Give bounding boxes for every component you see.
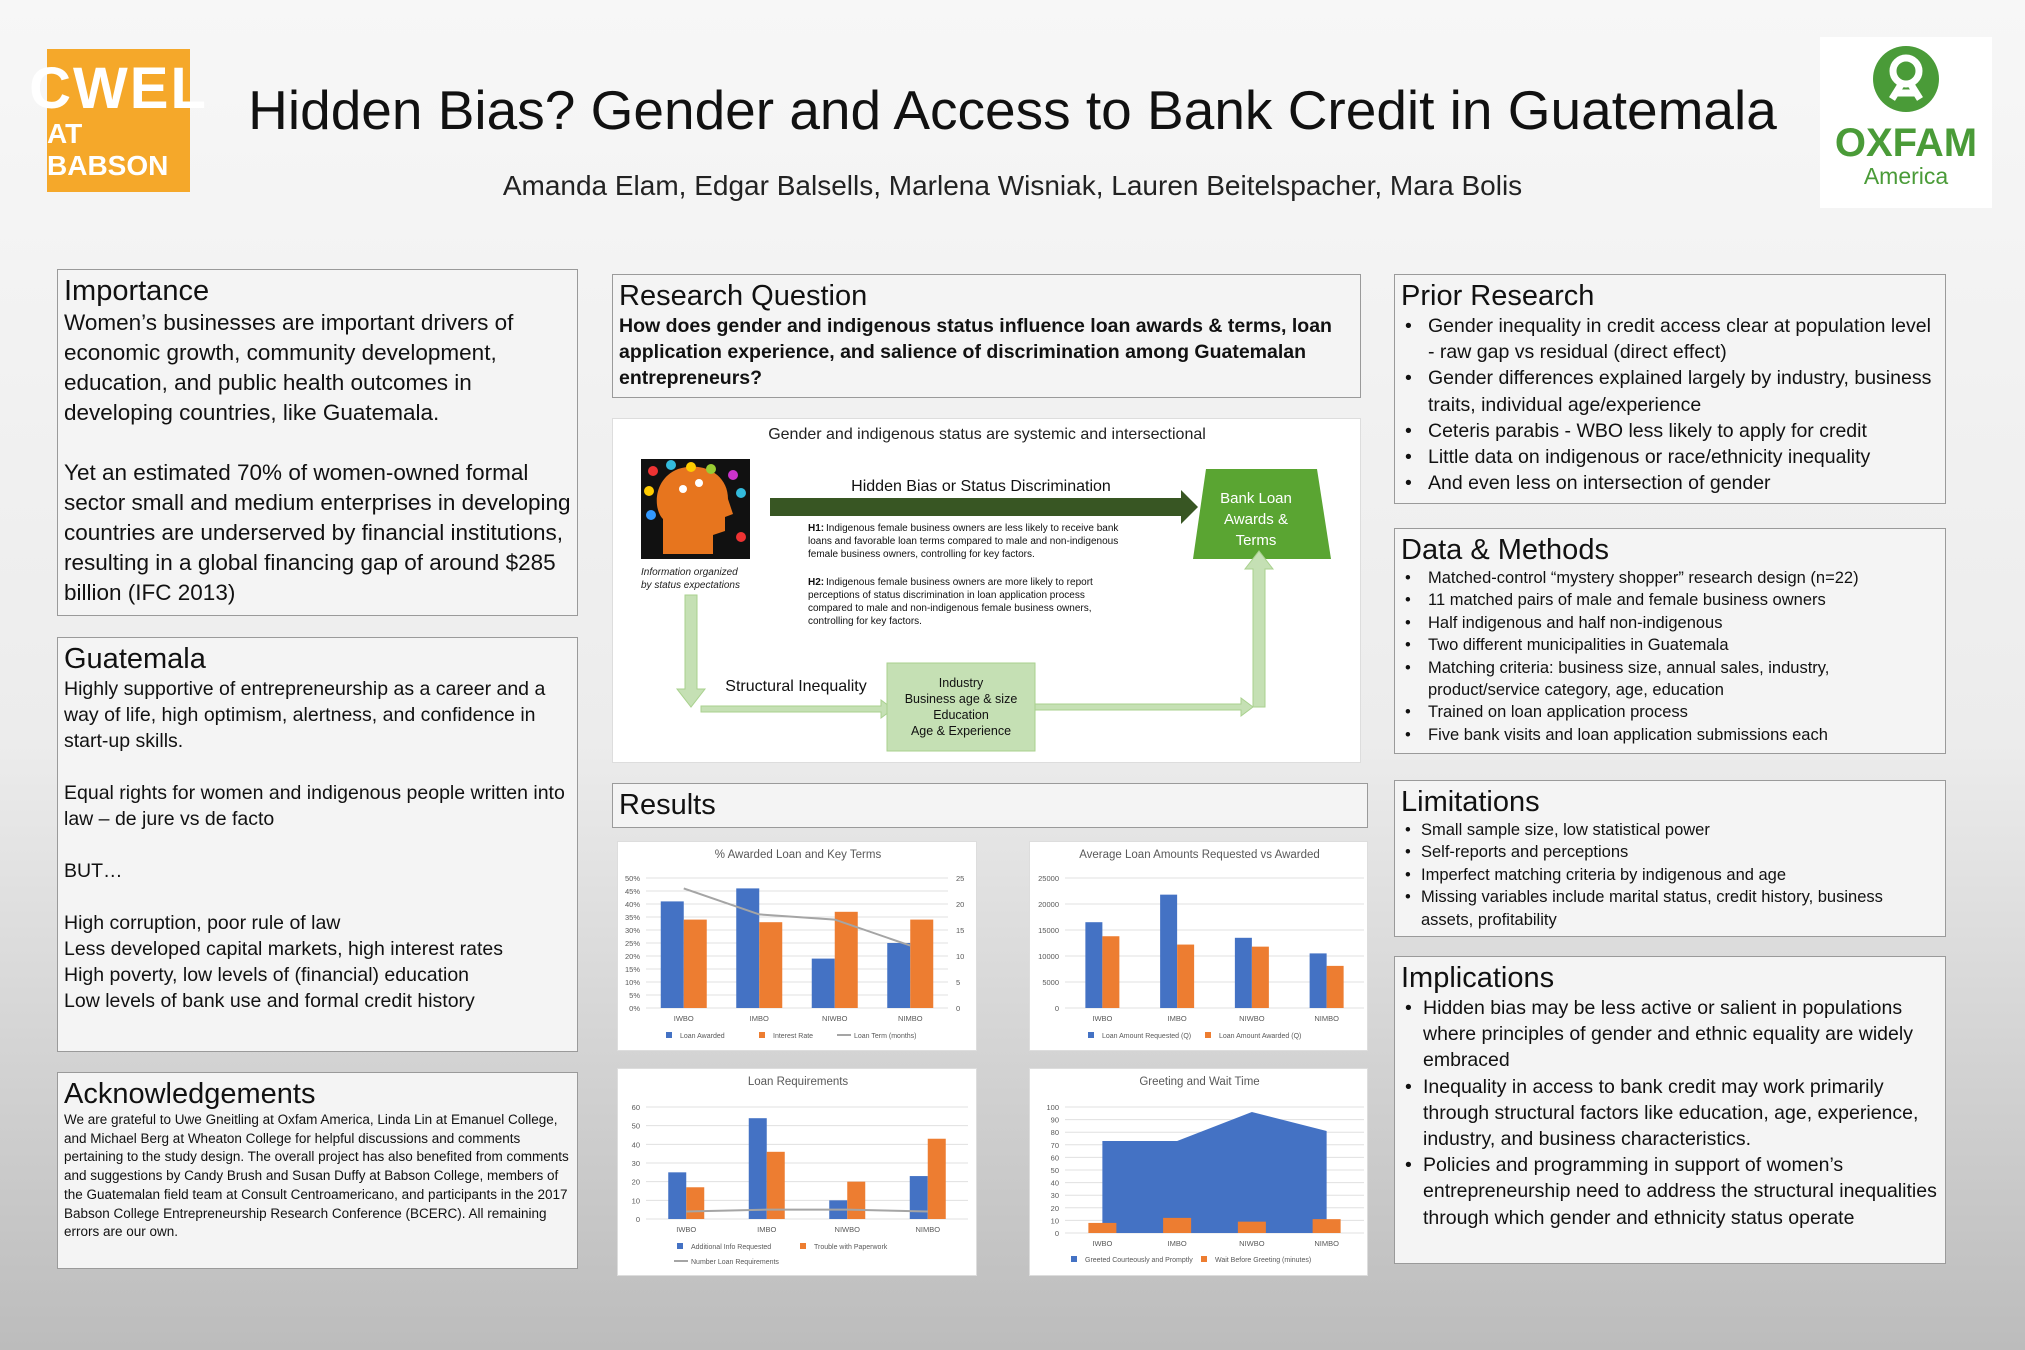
legend-label: Interest Rate <box>773 1033 814 1040</box>
legend-swatch <box>666 1032 672 1038</box>
poster-authors: Amanda Elam, Edgar Balsells, Marlena Wisniak, Lauren Beitelspacher, Mara Bolis <box>502 170 1523 201</box>
y-tick-label: 0 <box>1054 1004 1059 1013</box>
y-tick-label: 30% <box>624 926 640 935</box>
guatemala-text-2: Equal rights for women and indigenous people written into law – de jure vs de facto <box>64 782 565 830</box>
list-item: • Two different municipalities in Guatemala <box>1401 634 1939 656</box>
list-item: • Trained on loan application process <box>1401 701 1939 723</box>
guatemala-line: High corruption, poor rule of law <box>64 912 341 934</box>
x-tick-label: NIWBO <box>1239 1014 1265 1023</box>
list-item: • And even less on intersection of gender <box>1401 470 1939 496</box>
factors-box-line: Industry <box>938 676 984 690</box>
x-tick-label: NIWBO <box>1239 1239 1265 1248</box>
cwel-logo-text: CWEL <box>29 55 208 121</box>
list-item: • 11 matched pairs of male and female business owners <box>1401 589 1939 611</box>
data-methods-panel <box>1394 528 1946 754</box>
limitations-heading: Limitations <box>1401 786 1540 818</box>
oxfam-logo-text: OXFAM <box>1834 121 1978 165</box>
bar <box>1310 953 1327 1008</box>
y-tick-label: 70 <box>1050 1140 1059 1150</box>
y-tick-label: 15000 <box>1038 926 1059 935</box>
limitations-panel <box>1394 780 1946 937</box>
guatemala-panel <box>57 637 578 1052</box>
y-tick-label: 5% <box>629 991 640 1000</box>
legend-label: Loan Awarded <box>680 1033 725 1040</box>
list-item: • Gender differences explained largely by industry, business traits, individual age/experience <box>1401 365 1939 417</box>
list-item: • Small sample size, low statistical power <box>1401 819 1939 841</box>
up-arrow <box>1245 551 1273 707</box>
poster-title: Hidden Bias? Gender and Access to Bank Credit in Guatemala <box>248 79 1777 141</box>
y-tick-label: 20 <box>631 1177 640 1187</box>
y-tick-label: 90 <box>1050 1115 1059 1125</box>
guatemala-line: Low levels of bank use and formal credit history <box>64 990 475 1012</box>
list-item: • Matched-control “mystery shopper” research design (n=22) <box>1401 567 1939 589</box>
bar <box>686 1187 704 1219</box>
x-tick-label: NIMBO <box>915 1225 941 1234</box>
list-item: • Half indigenous and half non-indigenous <box>1401 612 1939 634</box>
y-tick-label: 10% <box>624 978 640 987</box>
chart-loan-requirements-svg <box>618 1069 978 1277</box>
chart-title: % Awarded Loan and Key Terms <box>714 849 882 861</box>
factors-box-line: Education <box>933 708 989 722</box>
bar <box>1313 1219 1341 1233</box>
legend-swatch <box>1201 1256 1207 1262</box>
y-tick-label: 5000 <box>1042 978 1059 987</box>
y2-tick-label: 5 <box>956 978 961 987</box>
y-tick-label: 35% <box>624 913 640 922</box>
list-item: • Inequality in access to bank credit may work primarily through structural factors like education, age, experience, industry, and business characteristics. <box>1401 1074 1939 1153</box>
h1-text: H1: Indigenous female business owners are less likely to receive bank loans and favorable loan terms compared to male and non-indigenous female business owners, controlling for key factors. <box>808 523 1119 560</box>
bank-box-line: Terms <box>1235 532 1277 549</box>
y-tick-label: 10 <box>631 1196 640 1206</box>
bar <box>684 920 707 1008</box>
oxfam-logo <box>1820 37 1992 208</box>
h2-text: H2: Indigenous female business owners are more likely to report perceptions of status discrimination in loan application process compared to male and non-indigenous female business owners, controlling for key factors. <box>808 577 1093 627</box>
guatemala-text-3: BUT… <box>64 860 123 882</box>
bar <box>1085 922 1102 1008</box>
bar <box>749 1118 767 1219</box>
x-tick-label: IWBO <box>1092 1239 1113 1248</box>
list-item: • Little data on indigenous or race/ethnicity inequality <box>1401 444 1939 470</box>
x-tick-label: IMBO <box>749 1014 769 1023</box>
bar <box>910 920 933 1008</box>
x-tick-label: NIWBO <box>822 1014 848 1023</box>
prior-research-heading: Prior Research <box>1401 280 1595 312</box>
y-tick-label: 15% <box>624 965 640 974</box>
importance-heading: Importance <box>64 275 210 307</box>
legend-label: Greeted Courteously and Promptly <box>1085 1257 1193 1264</box>
guatemala-line: Less developed capital markets, high interest rates <box>64 938 503 960</box>
bar <box>1177 945 1194 1008</box>
y-tick-label: 40 <box>631 1140 640 1150</box>
x-tick-label: NIMBO <box>1314 1239 1339 1248</box>
cwel-logo-subtext: AT BABSON <box>47 117 169 181</box>
bar <box>1235 938 1252 1008</box>
y-tick-label: 60 <box>631 1103 640 1112</box>
x-tick-label: NIMBO <box>897 1014 923 1023</box>
list-item: • Self-reports and perceptions <box>1401 841 1939 863</box>
bar <box>1163 1218 1191 1233</box>
y-tick-label: 0 <box>1054 1229 1059 1238</box>
acknowledgements-heading: Acknowledgements <box>64 1078 316 1110</box>
x-tick-label: IWBO <box>673 1014 694 1023</box>
y-tick-label: 20 <box>1050 1203 1059 1213</box>
results-panel <box>612 783 1368 828</box>
y2-tick-label: 10 <box>956 952 965 961</box>
list-item: • Missing variables include marital status, credit history, business assets, profitability <box>1401 886 1939 931</box>
acknowledgements-text: We are grateful to Uwe Gneitling at Oxfam America, Linda Lin at Emanuel College, and Michael Berg at Wheaton College for helpful discussions and comments pertaining to the study design. The overall project has also benefited from comments and suggestions by Candy Brush and Susan Duffy at Babson College, members of the Guatemalan field team at Consult Centroamericano, and participants in the 2017 Babson College Entrepreneurship Research Conference (BCERC). All remaining errors are our own. <box>64 1112 569 1240</box>
y-tick-label: 30 <box>631 1159 640 1168</box>
structural-label: Structural Inequality <box>725 678 867 695</box>
chart-loan-amounts <box>1029 841 1368 1051</box>
diagram-caption-2: by status expectations <box>641 580 740 591</box>
research-question-text: How does gender and indigenous status influence loan awards & terms, loan application experience, and salience of discrimination among Guatemalan entrepreneurs? <box>619 315 1332 389</box>
prior-research-panel <box>1394 274 1946 504</box>
data-methods-heading: Data & Methods <box>1401 534 1609 566</box>
bar <box>661 901 684 1008</box>
factors-box-line: Age & Experience <box>910 724 1012 738</box>
y2-tick-label: 20 <box>956 900 965 909</box>
guatemala-text-1: Highly supportive of entrepreneurship as a career and a way of life, high optimism, alertness, and confidence in start-up skills. <box>64 678 546 752</box>
legend-label: Additional Info Requested <box>691 1244 772 1251</box>
y-tick-label: 20% <box>624 952 640 961</box>
implications-heading: Implications <box>1401 962 1555 994</box>
chart-loan-amounts-svg <box>1030 842 1369 1052</box>
chart-awarded-loan-svg <box>618 842 978 1052</box>
factors-box-line: Business age & size <box>904 692 1018 706</box>
y-tick-label: 50 <box>631 1121 640 1131</box>
line-series <box>686 1210 928 1212</box>
results-heading: Results <box>619 789 716 821</box>
chart-title: Greeting and Wait Time <box>1139 1076 1260 1088</box>
y-tick-label: 45% <box>624 887 640 896</box>
y-tick-label: 50 <box>1050 1166 1059 1175</box>
bar <box>1327 966 1344 1008</box>
guatemala-line: High poverty, low levels of (financial) education <box>64 964 470 986</box>
area-series <box>1102 1112 1326 1233</box>
list-item: • Imperfect matching criteria by indigenous and age <box>1401 864 1939 886</box>
bar <box>1238 1222 1266 1233</box>
legend-label: Loan Amount Requested (Q) <box>1102 1033 1192 1040</box>
x-tick-label: NIWBO <box>834 1225 860 1234</box>
bar <box>928 1139 946 1219</box>
y-tick-label: 25% <box>624 939 640 948</box>
chart-greeting-wait <box>1029 1068 1368 1276</box>
list-item: • Hidden bias may be less active or salient in populations where principles of gender and ethnic equality are widely embraced <box>1401 995 1939 1074</box>
x-tick-label: IMBO <box>1167 1239 1187 1248</box>
bar <box>1102 936 1119 1008</box>
bank-box-line: Bank Loan <box>1220 490 1292 507</box>
legend-label: Loan Term (months) <box>854 1033 917 1040</box>
bar <box>887 943 910 1008</box>
bar <box>668 1172 686 1219</box>
bar <box>847 1182 865 1219</box>
research-question-heading: Research Question <box>619 280 868 312</box>
legend-label: Wait Before Greeting (minutes) <box>1215 1257 1312 1264</box>
list-item: • Ceteris parabis - WBO less likely to apply for credit <box>1401 418 1939 444</box>
legend-swatch <box>759 1032 765 1038</box>
bar <box>910 1176 928 1219</box>
bar <box>812 959 835 1008</box>
importance-text-1: Women’s businesses are important drivers of economic growth, community development, education, and public health outcomes in developing countries, like Guatemala. <box>64 310 514 425</box>
x-tick-label: IMBO <box>757 1225 777 1234</box>
hidden-bias-arrow <box>770 490 1198 524</box>
list-item: • Five bank visits and loan application submissions each <box>1401 724 1939 746</box>
y-tick-label: 10000 <box>1038 952 1059 961</box>
x-tick-label: IWBO <box>676 1225 697 1234</box>
bar <box>1252 947 1269 1008</box>
implications-panel <box>1394 956 1946 1264</box>
oxfam-emblem-icon <box>1866 37 1946 117</box>
chart-greeting-wait-svg <box>1030 1069 1369 1277</box>
y-tick-label: 0% <box>629 1004 640 1013</box>
y2-tick-label: 25 <box>956 874 965 883</box>
cwel-logo <box>29 49 208 192</box>
legend-swatch <box>1071 1256 1077 1262</box>
legend-swatch <box>1088 1032 1094 1038</box>
chart-title: Loan Requirements <box>747 1076 849 1088</box>
y-tick-label: 80 <box>1050 1128 1059 1138</box>
research-question-panel <box>612 274 1361 398</box>
y-tick-label: 10 <box>1050 1216 1059 1226</box>
to-bank-arrow <box>1035 698 1253 716</box>
diagram-caption-1: Information organized <box>641 567 738 578</box>
oxfam-logo-subtext: America <box>1863 163 1949 189</box>
x-tick-label: NIMBO <box>1314 1014 1339 1023</box>
y-tick-label: 20000 <box>1038 900 1059 909</box>
bar <box>736 888 759 1008</box>
bank-box-line: Awards & <box>1224 511 1288 528</box>
y-tick-label: 40% <box>624 900 640 909</box>
y-tick-label: 40 <box>1050 1178 1059 1188</box>
importance-panel <box>57 269 578 616</box>
x-tick-label: IWBO <box>1092 1014 1113 1023</box>
brain-head-icon <box>641 459 750 559</box>
y-tick-label: 30 <box>1050 1191 1059 1201</box>
acknowledgements-panel <box>57 1072 578 1269</box>
legend-swatch <box>800 1243 806 1249</box>
x-tick-label: IMBO <box>1167 1014 1187 1023</box>
diagram-svg <box>613 419 1362 764</box>
bar <box>1160 895 1177 1008</box>
list-item: • Policies and programming in support of women’s entrepreneurship need to address the structural inequalities through which gender and ethnicity status operate <box>1401 1152 1939 1231</box>
y-tick-label: 25000 <box>1038 874 1059 883</box>
list-item: • Gender inequality in credit access clear at population level - raw gap vs residual (direct effect) <box>1401 313 1939 365</box>
importance-text-2: Yet an estimated 70% of women-owned formal sector small and medium enterprises in developing countries are underserved by financial institutions, resulting in a global financing gap of around $285 billion (IFC 2013) <box>64 460 571 605</box>
down-arrow <box>677 595 705 707</box>
chart-loan-requirements <box>617 1068 977 1276</box>
y2-tick-label: 15 <box>956 926 965 935</box>
y-tick-label: 50% <box>624 874 640 883</box>
bar <box>1088 1223 1116 1233</box>
bar <box>759 922 782 1008</box>
y-tick-label: 100 <box>1046 1103 1059 1112</box>
y-tick-label: 60 <box>1050 1153 1059 1163</box>
legend-label: Number Loan Requirements <box>691 1259 779 1266</box>
legend-swatch <box>677 1243 683 1249</box>
guatemala-heading: Guatemala <box>64 643 206 675</box>
diagram-title: Gender and indigenous status are systemic and intersectional <box>768 426 1206 443</box>
list-item: • Matching criteria: business size, annual sales, industry, product/service category, age, education <box>1401 657 1939 702</box>
legend-label: Loan Amount Awarded (Q) <box>1219 1033 1302 1040</box>
legend-swatch <box>1205 1032 1211 1038</box>
y-tick-label: 0 <box>635 1215 640 1224</box>
hidden-bias-label: Hidden Bias or Status Discrimination <box>851 478 1111 495</box>
chart-title: Average Loan Amounts Requested vs Awarded <box>1079 849 1320 861</box>
legend-label: Trouble with Paperwork <box>814 1244 888 1251</box>
y2-tick-label: 0 <box>956 1004 961 1013</box>
chart-awarded-loan <box>617 841 977 1051</box>
structural-arrow <box>701 700 893 718</box>
conceptual-diagram <box>612 418 1361 763</box>
